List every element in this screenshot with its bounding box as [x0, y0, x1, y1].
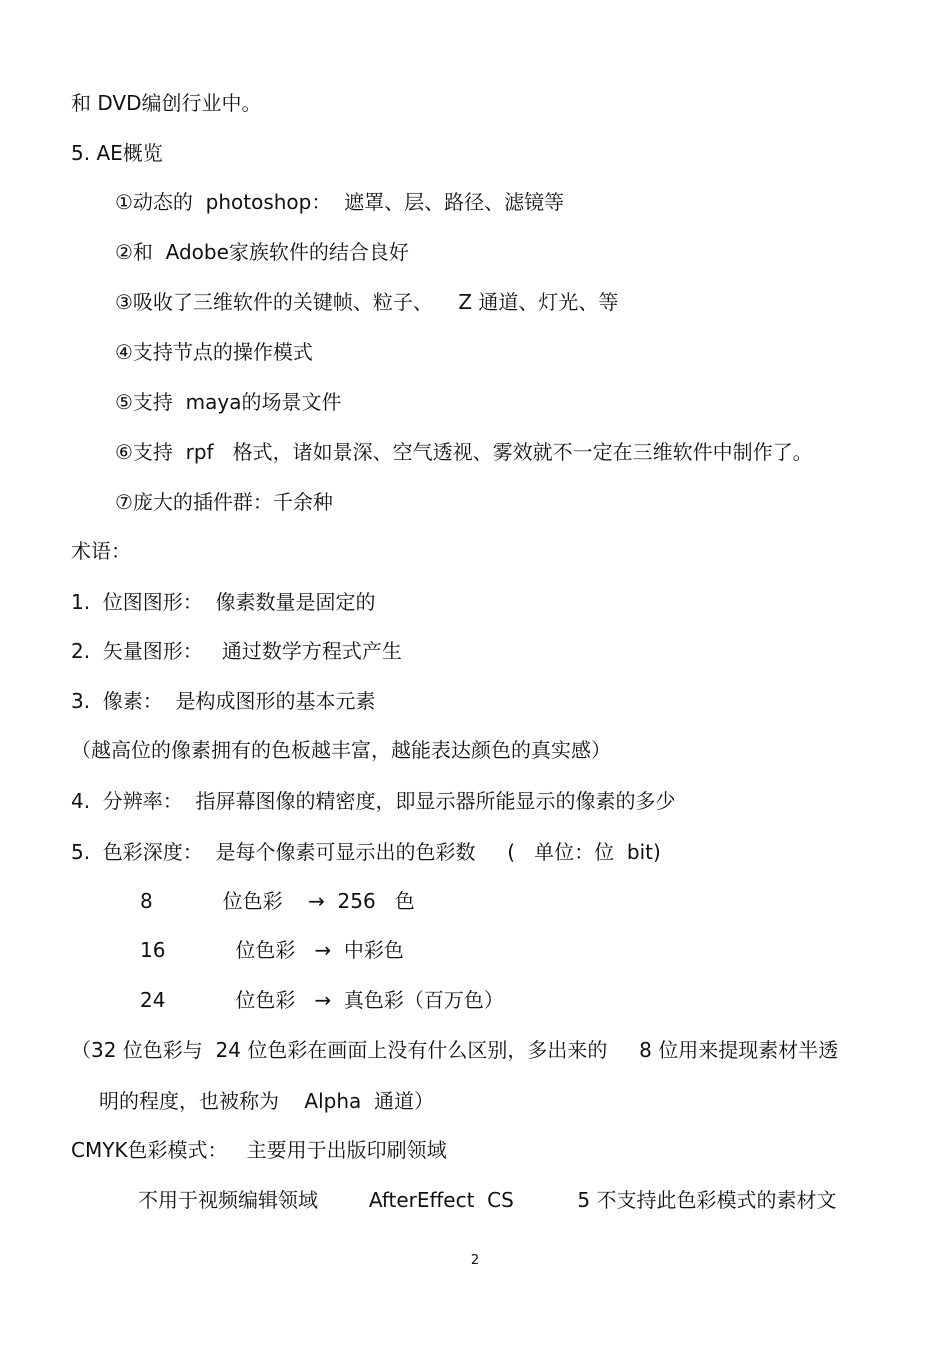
depth-16: 16 位色彩 → 中彩色	[140, 938, 404, 962]
list-item-7: ⑦庞大的插件群：千余种	[115, 490, 333, 514]
list-item-1: ①动态的 photoshop： 遮罩、层、路径、滤镜等	[115, 190, 565, 214]
list-item-4: ④支持节点的操作模式	[115, 340, 313, 364]
heading-terms: 术语：	[71, 539, 131, 563]
text-line-dvd: 和 DVD编创行业中。	[71, 91, 262, 115]
note-32bit-cont: 明的程度，也被称为 Alpha 通道）	[99, 1089, 435, 1113]
term-vector: 2. 矢量图形： 通过数学方程式产生	[71, 639, 402, 663]
depth-8: 8 位色彩 → 256 色	[140, 889, 415, 913]
list-item-3: ③吸收了三维软件的关键帧、粒子、 Z 通道、灯光、等	[115, 290, 619, 314]
term-resolution: 4. 分辨率： 指屏幕图像的精密度，即显示器所能显示的像素的多少	[71, 789, 676, 813]
term-color-depth: 5. 色彩深度： 是每个像素可显示出的色彩数 ( 单位：位 bit)	[71, 840, 661, 864]
term-cmyk: CMYK色彩模式： 主要用于出版印刷领域	[71, 1138, 447, 1162]
page-number: 2	[470, 1253, 480, 1268]
depth-24: 24 位色彩 → 真色彩（百万色）	[140, 988, 504, 1012]
note-32bit: （32 位色彩与 24 位色彩在画面上没有什么区别，多出来的 8 位用来提现素材半透	[71, 1038, 839, 1062]
list-item-5: ⑤支持 maya的场景文件	[115, 390, 342, 414]
heading-ae-overview: 5. AE概览	[71, 141, 163, 165]
term-pixel: 3. 像素： 是构成图形的基本元素	[71, 689, 376, 713]
note-cmyk: 不用于视频编辑领域 AfterEffect CS 5 不支持此色彩模式的素材文	[138, 1188, 837, 1212]
note-pixel: （越高位的像素拥有的色板越丰富，越能表达颜色的真实感）	[71, 738, 611, 762]
list-item-6: ⑥支持 rpf 格式，诸如景深、空气透视、雾效就不一定在三维软件中制作了。	[115, 440, 813, 464]
list-item-2: ②和 Adobe家族软件的结合良好	[115, 240, 409, 264]
term-bitmap: 1. 位图图形： 像素数量是固定的	[71, 590, 376, 614]
